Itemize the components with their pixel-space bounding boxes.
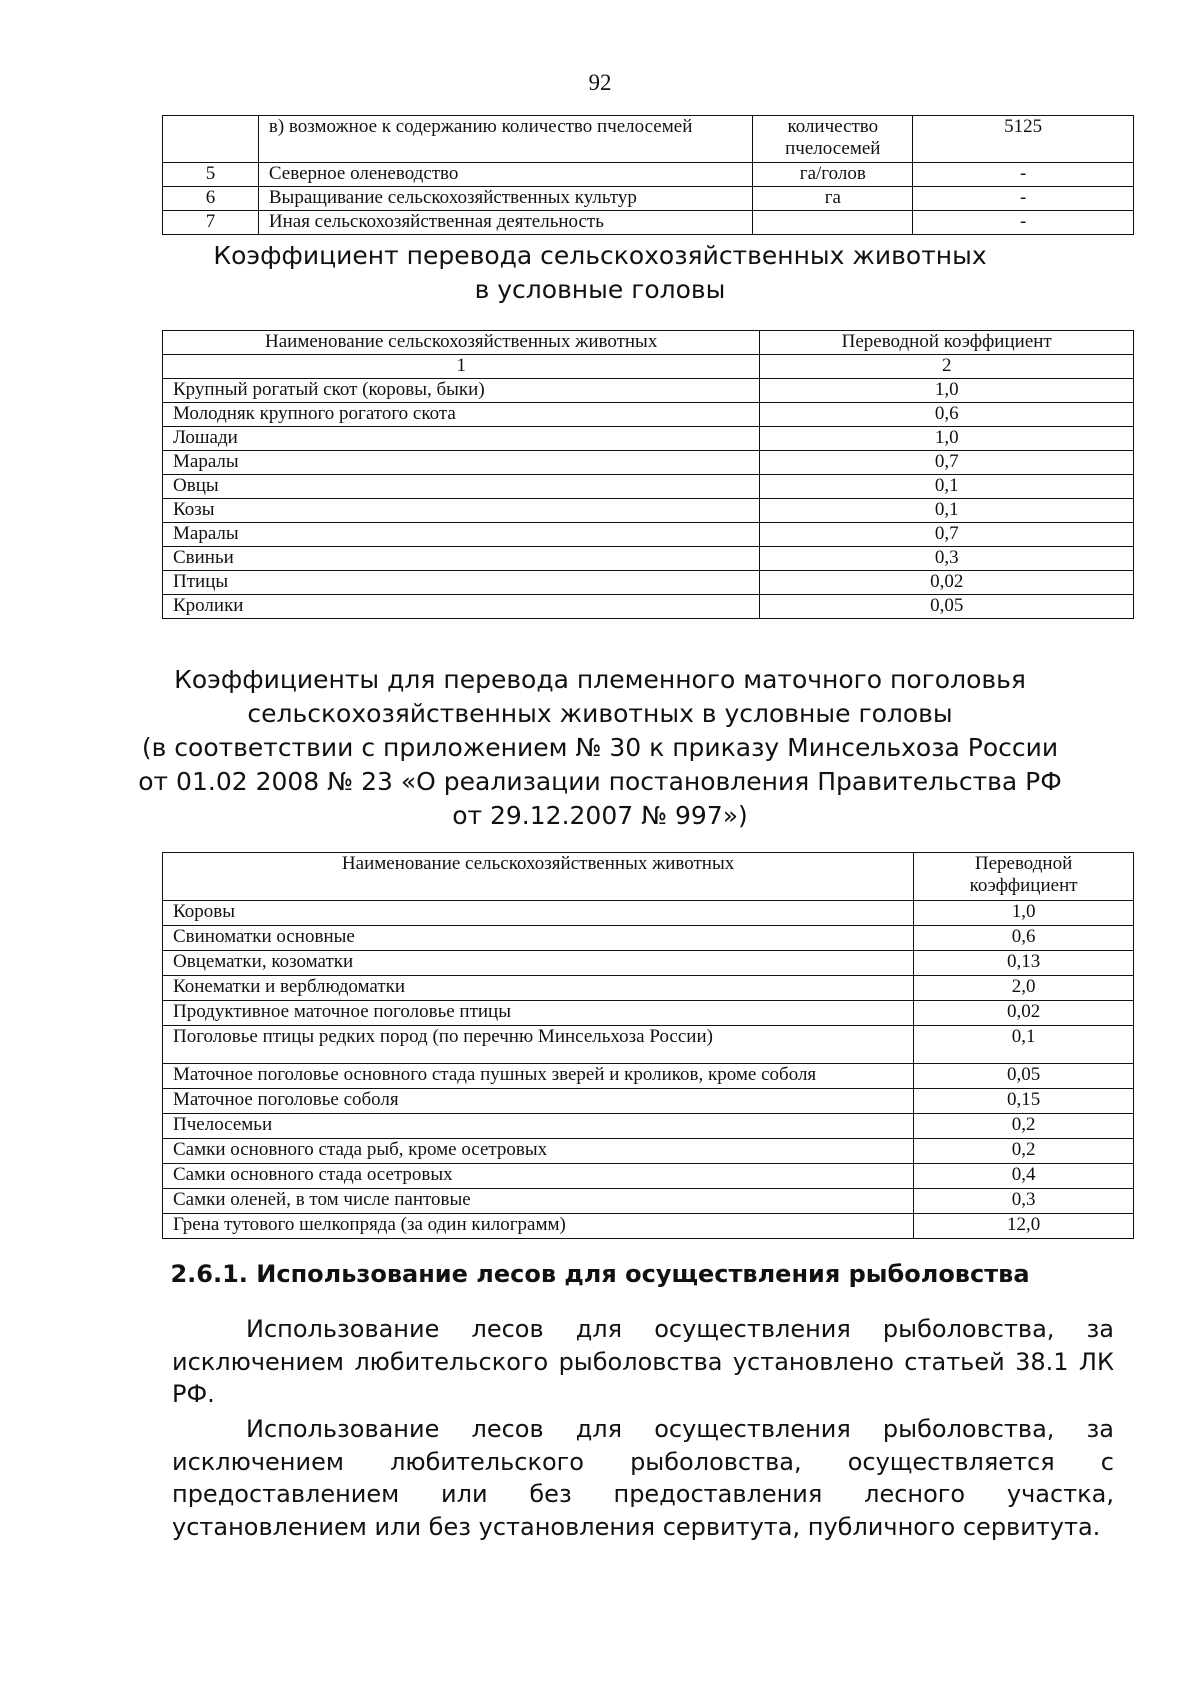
section-paragraph: Использование лесов для осуществления рыболовства, за исключением любительского рыболовства, осуществляется с предоставлением или без предоставления лесного участка, установлением или без установления сервитута, публичного сервитута. — [172, 1415, 1114, 1541]
coefficient: 0,6 — [760, 403, 1134, 427]
table-row — [163, 187, 1134, 211]
animal-name: Грена тутового шелкопряда (за один килограмм) — [163, 1214, 914, 1239]
animal-name: Маточное поголовье основного стада пушных зверей и кроликов, кроме соболя — [163, 1064, 914, 1089]
row-value: - — [913, 211, 1134, 235]
coefficient: 0,05 — [914, 1064, 1134, 1089]
coefficient: 0,1 — [760, 499, 1134, 523]
coefficient: 0,1 — [760, 475, 1134, 499]
animal-name: Молодняк крупного рогатого скота — [163, 403, 760, 427]
coefficient: 2,0 — [914, 976, 1134, 1001]
animal-name: Птицы — [163, 571, 760, 595]
breeding-conversion-table — [162, 852, 1134, 1239]
coefficient: 0,6 — [914, 926, 1134, 951]
row-name: Северное оленеводство — [258, 163, 752, 187]
table-row — [163, 211, 1134, 235]
animal-name: Продуктивное маточное поголовье птицы — [163, 1001, 914, 1026]
table-row — [163, 1114, 1134, 1139]
coefficient: 0,7 — [760, 451, 1134, 475]
animal-name: Маралы — [163, 451, 760, 475]
section-paragraph: Использование лесов для осуществления рыболовства, за исключением любительского рыболовства установлено статьей 38.1 ЛК РФ. — [172, 1315, 1114, 1408]
column-header-name: Наименование сельскохозяйственных животных — [163, 331, 760, 355]
row-name: Выращивание сельскохозяйственных культур — [258, 187, 752, 211]
table-row — [163, 1164, 1134, 1189]
animal-name: Пчелосемьи — [163, 1114, 914, 1139]
table-row — [163, 595, 1134, 619]
coefficient: 0,13 — [914, 951, 1134, 976]
table-row — [163, 1026, 1134, 1064]
animal-name: Кролики — [163, 595, 760, 619]
row-name: в) возможное к содержанию количество пчелосемей — [258, 116, 752, 163]
row-number: 5 — [163, 163, 259, 187]
animal-name: Овцематки, козоматки — [163, 951, 914, 976]
column-header-coef — [914, 853, 1134, 901]
conversion-table — [162, 330, 1134, 619]
table-row — [163, 547, 1134, 571]
row-number: 7 — [163, 211, 259, 235]
top-table — [162, 115, 1134, 235]
table2-heading — [0, 663, 1200, 833]
animal-name: Конематки и верблюдоматки — [163, 976, 914, 1001]
table-row — [163, 951, 1134, 976]
coefficient: 0,7 — [760, 523, 1134, 547]
table-row — [163, 1089, 1134, 1114]
column-header-name: Наименование сельскохозяйственных животных — [163, 853, 914, 901]
animal-name: Маточное поголовье соболя — [163, 1089, 914, 1114]
table-row — [163, 1139, 1134, 1164]
heading-line: (в соответствии с приложением № 30 к приказу Минсельхоза России — [141, 733, 1059, 762]
table-row — [163, 523, 1134, 547]
animal-name: Свиньи — [163, 547, 760, 571]
row-unit: количество пчелосемей — [753, 116, 913, 163]
row-number: 6 — [163, 187, 259, 211]
heading-line: сельскохозяйственных животных в условные головы — [247, 699, 953, 728]
row-value: 5125 — [913, 116, 1134, 163]
row-unit: га/голов — [753, 163, 913, 187]
coefficient: 1,0 — [760, 379, 1134, 403]
table-row — [163, 403, 1134, 427]
table-row — [163, 475, 1134, 499]
coefficient: 0,05 — [760, 595, 1134, 619]
table-row — [163, 1189, 1134, 1214]
column-number: 1 — [163, 355, 760, 379]
row-value: - — [913, 187, 1134, 211]
table-row — [163, 116, 1134, 163]
table-row — [163, 571, 1134, 595]
heading-line: от 01.02 2008 № 23 «О реализации постановления Правительства РФ — [138, 767, 1062, 796]
coefficient: 0,2 — [914, 1139, 1134, 1164]
coefficient: 1,0 — [760, 427, 1134, 451]
table-row — [163, 427, 1134, 451]
table-row — [163, 163, 1134, 187]
animal-name: Лошади — [163, 427, 760, 451]
coefficient: 12,0 — [914, 1214, 1134, 1239]
column-number: 2 — [760, 355, 1134, 379]
column-header-coef: Переводной коэффициент — [760, 331, 1134, 355]
heading-line: от 29.12.2007 № 997») — [452, 801, 748, 830]
coefficient: 0,1 — [914, 1026, 1134, 1064]
coefficient: 0,15 — [914, 1089, 1134, 1114]
row-unit — [753, 211, 913, 235]
coefficient: 0,4 — [914, 1164, 1134, 1189]
table-row — [163, 1001, 1134, 1026]
page-number: 92 — [588, 70, 612, 95]
coefficient: 0,02 — [760, 571, 1134, 595]
header-line: коэффициент — [969, 875, 1078, 896]
table-row — [163, 1214, 1134, 1239]
coefficient: 0,3 — [760, 547, 1134, 571]
section-title: 2.6.1. Использование лесов для осуществления рыболовства — [170, 1260, 1030, 1288]
animal-name: Козы — [163, 499, 760, 523]
coefficient: 0,2 — [914, 1114, 1134, 1139]
animal-name: Коровы — [163, 901, 914, 926]
table-row — [163, 499, 1134, 523]
coefficient: 1,0 — [914, 901, 1134, 926]
table-row — [163, 901, 1134, 926]
coefficient: 0,3 — [914, 1189, 1134, 1214]
animal-name: Овцы — [163, 475, 760, 499]
table-row — [163, 379, 1134, 403]
animal-name: Маралы — [163, 523, 760, 547]
table-row — [163, 1064, 1134, 1089]
row-unit: га — [753, 187, 913, 211]
animal-name: Самки основного стада рыб, кроме осетровых — [163, 1139, 914, 1164]
animal-name: Поголовье птицы редких пород (по перечню Минсельхоза России) — [163, 1026, 914, 1064]
row-value: - — [913, 163, 1134, 187]
header-line: Переводной — [974, 853, 1073, 874]
row-number — [163, 116, 259, 163]
animal-name: Крупный рогатый скот (коровы, быки) — [163, 379, 760, 403]
table1-heading — [0, 239, 1200, 307]
animal-name: Самки основного стада осетровых — [163, 1164, 914, 1189]
table-row — [163, 976, 1134, 1001]
animal-name: Свиноматки основные — [163, 926, 914, 951]
heading-line: в условные головы — [474, 275, 726, 304]
animal-name: Самки оленей, в том числе пантовые — [163, 1189, 914, 1214]
table-row — [163, 451, 1134, 475]
heading-line: Коэффициенты для перевода племенного маточного поголовья — [174, 665, 1026, 694]
coefficient: 0,02 — [914, 1001, 1134, 1026]
heading-line: Коэффициент перевода сельскохозяйственных животных — [213, 241, 987, 270]
row-name: Иная сельскохозяйственная деятельность — [258, 211, 752, 235]
table-row — [163, 926, 1134, 951]
